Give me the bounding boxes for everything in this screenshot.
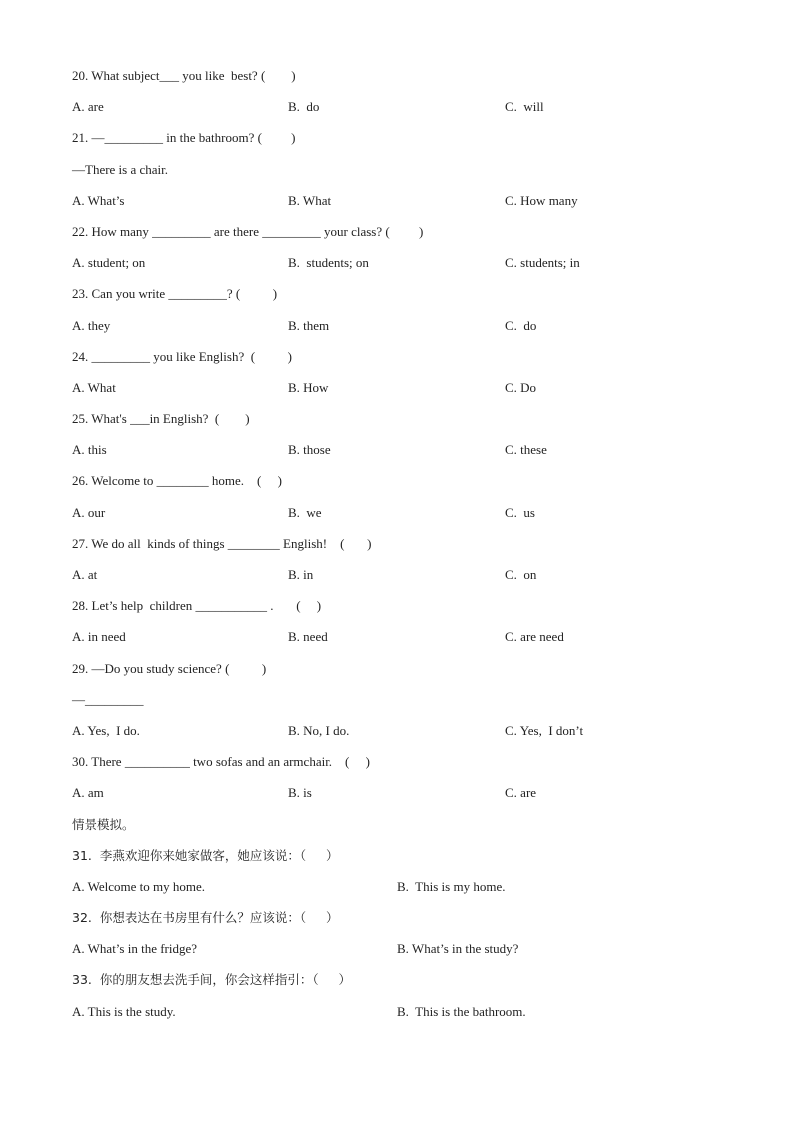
option-b[interactable]: B. What’s in the study?	[397, 941, 519, 957]
option-c[interactable]: C. us	[505, 504, 535, 520]
option-b[interactable]: B. them	[288, 317, 330, 333]
option-a[interactable]: A. Welcome to my home.	[72, 878, 206, 894]
option-b[interactable]: B. need	[288, 629, 328, 645]
option-b[interactable]: B. in	[288, 567, 314, 582]
question-30-options	[72, 783, 732, 814]
option-a[interactable]: A. Yes, I do.	[72, 722, 140, 738]
option-c[interactable]: C. Yes, I don’t	[505, 722, 584, 738]
option-b[interactable]: B. This is the bathroom.	[397, 1003, 526, 1019]
question-24-stem: 24. _________ you like English? ( )	[72, 348, 292, 364]
question-33-options	[72, 1002, 732, 1033]
question-30-stem: 30. There __________ two sofas and an armchair. ( )	[72, 754, 370, 770]
question-31-options	[72, 877, 732, 908]
option-c[interactable]: C. will	[505, 99, 544, 115]
option-c[interactable]: C. students; in	[505, 255, 580, 271]
question-24-options	[72, 378, 732, 409]
option-a[interactable]: A. at	[72, 567, 98, 582]
question-23-stem: 23. Can you write _________? ( )	[72, 286, 278, 302]
option-a[interactable]: A. our	[72, 504, 106, 520]
option-c[interactable]: C. these	[505, 442, 547, 458]
question-list	[72, 66, 732, 1033]
option-a[interactable]: A. am	[72, 785, 104, 801]
question-29-reply: —_________	[72, 691, 144, 707]
option-a[interactable]: A. What	[72, 379, 116, 395]
question-27-options	[72, 565, 732, 596]
question-21-options	[72, 191, 732, 222]
option-c[interactable]: C. Do	[505, 379, 537, 395]
option-b[interactable]: B. students; on	[288, 255, 369, 271]
question-32-options	[72, 939, 732, 970]
option-a[interactable]: A. What’s in the fridge?	[72, 941, 198, 957]
option-b[interactable]: B. What	[288, 192, 332, 208]
question-29-options	[72, 721, 732, 752]
option-a[interactable]: A. student; on	[72, 255, 146, 271]
option-a[interactable]: A. this	[72, 442, 107, 458]
question-21-stem: 21. —_________ in the bathroom? ( )	[72, 130, 296, 146]
question-33-stem: 33. 你的朋友想去洗手间，你会这样指引：（ ）	[72, 972, 351, 988]
question-26-stem: 26. Welcome to ________ home. ( )	[72, 473, 282, 489]
option-b[interactable]: B. How	[288, 379, 329, 395]
question-27-stem: 27. We do all kinds of things ________ English! ( )	[72, 535, 372, 551]
question-32-stem: 32. 你想表达在书房里有什么？应该说：（ ）	[72, 910, 339, 926]
question-20-options	[72, 97, 732, 128]
option-b[interactable]: B. do	[288, 99, 320, 115]
question-25-options	[72, 440, 732, 471]
option-a[interactable]: A. This is the study.	[72, 1003, 176, 1019]
question-21-reply: —There is a chair.	[72, 161, 169, 177]
option-c[interactable]: C. are	[505, 785, 537, 801]
question-26-options	[72, 503, 732, 534]
question-22-options	[72, 253, 732, 284]
question-25-stem: 25. What's ___in English? ( )	[72, 411, 250, 427]
question-31-stem: 31. 李燕欢迎你来她家做客，她应该说：（ ）	[72, 847, 339, 863]
option-b[interactable]: B. those	[288, 442, 331, 458]
option-a[interactable]: A. What’s	[72, 192, 125, 208]
question-29-stem: 29. —Do you study science? ( )	[72, 660, 267, 676]
option-c[interactable]: C. are need	[505, 629, 564, 645]
question-23-options	[72, 316, 732, 347]
question-22-stem: 22. How many _________ are there _________ your class? ( )	[72, 223, 424, 239]
option-b[interactable]: B. we	[288, 504, 322, 520]
option-c[interactable]: C. do	[505, 317, 537, 333]
option-c[interactable]: C. on	[505, 567, 537, 582]
option-b[interactable]: B. No, I do.	[288, 722, 350, 738]
section-title: 情景模拟。	[72, 816, 135, 832]
question-28-stem: 28. Let’s help children ___________ . ( )	[72, 598, 322, 614]
question-20-stem: 20. What subject___ you like best? ( )	[72, 68, 296, 83]
question-28-options	[72, 627, 732, 658]
option-a[interactable]: A. they	[72, 317, 111, 333]
option-c[interactable]: C. How many	[505, 192, 578, 208]
option-b[interactable]: B. is	[288, 785, 312, 801]
option-a[interactable]: A. in need	[72, 629, 126, 645]
option-a[interactable]: A. are	[72, 99, 104, 115]
option-b[interactable]: B. This is my home.	[397, 878, 506, 894]
